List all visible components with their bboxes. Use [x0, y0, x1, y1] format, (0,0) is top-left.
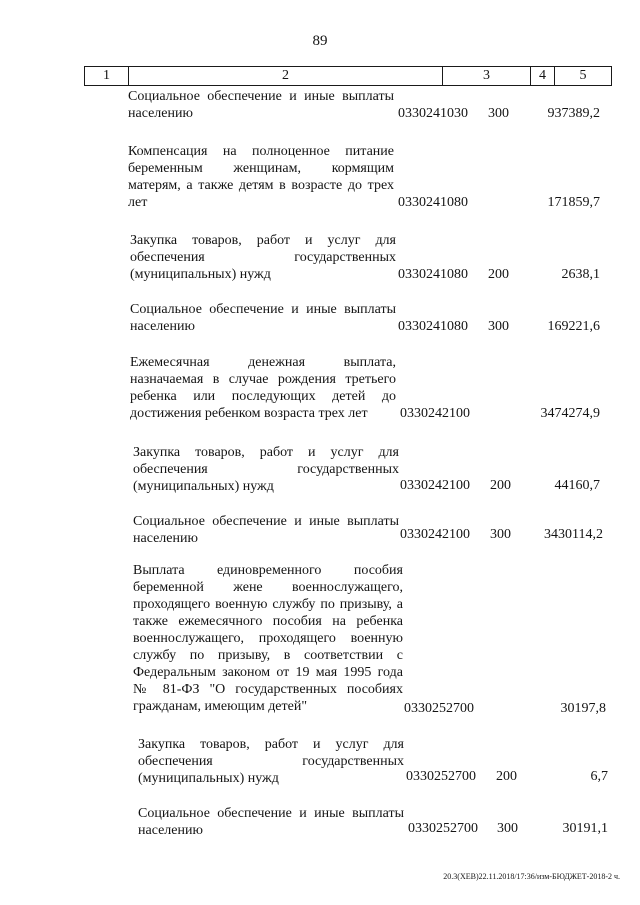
row-kvr: 200 — [496, 769, 517, 784]
row-sum: 30197,8 — [560, 701, 606, 716]
header-col-3: 3 — [443, 67, 531, 85]
row-description: Социальное обеспечение и иные выплаты населению — [138, 806, 404, 838]
table-header — [84, 66, 612, 86]
row-kvr: 300 — [497, 821, 518, 836]
row-kvr: 200 — [488, 267, 509, 282]
row-description: Выплата единовременного пособия беременной жене военнослужащего, проходящего военную службу по призыву, а также ежемесячного пособия на ребенка военнослужащего, проходящего военную службу по призыву, в соответствии с Федеральным законом от 19 мая 1995 года № 81-ФЗ "О государственных пособиях гражданам, имеющим детей" — [133, 563, 403, 714]
row-code: 0330252700 — [408, 821, 478, 836]
row-code: 0330242100 — [400, 406, 470, 421]
row-sum: 3474274,9 — [540, 406, 600, 421]
row-description: Ежемесячная денежная выплата, назначаемая в случае рождения третьего ребенка или последующих детей до достижения ребенком возраста трех лет — [130, 355, 396, 421]
row-sum: 2638,1 — [561, 267, 600, 282]
row-sum: 171859,7 — [547, 195, 600, 210]
footer-print-stamp: 20.3(XEB)22.11.2018/17:36/изм-БЮДЖЕТ-2018-2 ч. — [443, 872, 620, 881]
row-code: 0330252700 — [406, 769, 476, 784]
row-sum: 44160,7 — [554, 478, 600, 493]
row-kvr: 200 — [490, 478, 511, 493]
row-description: Компенсация на полноценное питание беременным женщинам, кормящим матерям, а также детям в возрасте до трех лет — [128, 144, 394, 210]
row-code: 0330242100 — [400, 478, 470, 493]
row-code: 0330242100 — [400, 527, 470, 542]
row-description: Закупка товаров, работ и услуг для обеспечения государственных (муниципальных) нужд — [133, 445, 399, 494]
row-code: 0330241030 — [398, 106, 468, 121]
row-sum: 169221,6 — [547, 319, 600, 334]
header-col-4: 4 — [531, 67, 555, 85]
header-col-5: 5 — [579, 68, 587, 83]
row-code: 0330241080 — [398, 319, 468, 334]
row-kvr: 300 — [488, 319, 509, 334]
row-code: 0330252700 — [404, 701, 474, 716]
row-kvr: 300 — [488, 106, 509, 121]
row-kvr: 300 — [490, 527, 511, 542]
page-number: 89 — [312, 33, 328, 49]
row-sum: 937389,2 — [547, 106, 600, 121]
header-col-1: 1 — [85, 67, 129, 85]
row-sum: 6,7 — [590, 769, 608, 784]
row-code: 0330241080 — [398, 195, 468, 210]
row-sum: 3430114,2 — [544, 527, 603, 542]
row-description: Закупка товаров, работ и услуг для обеспечения государственных (муниципальных) нужд — [138, 737, 404, 786]
header-col-2: 2 — [129, 67, 443, 85]
row-description: Закупка товаров, работ и услуг для обеспечения государственных (муниципальных) нужд — [130, 233, 396, 282]
row-sum: 30191,1 — [562, 821, 608, 836]
row-description: Социальное обеспечение и иные выплаты населению — [130, 302, 396, 334]
row-code: 0330241080 — [398, 267, 468, 282]
row-description: Социальное обеспечение и иные выплаты населению — [128, 89, 394, 121]
row-description: Социальное обеспечение и иные выплаты населению — [133, 514, 399, 546]
